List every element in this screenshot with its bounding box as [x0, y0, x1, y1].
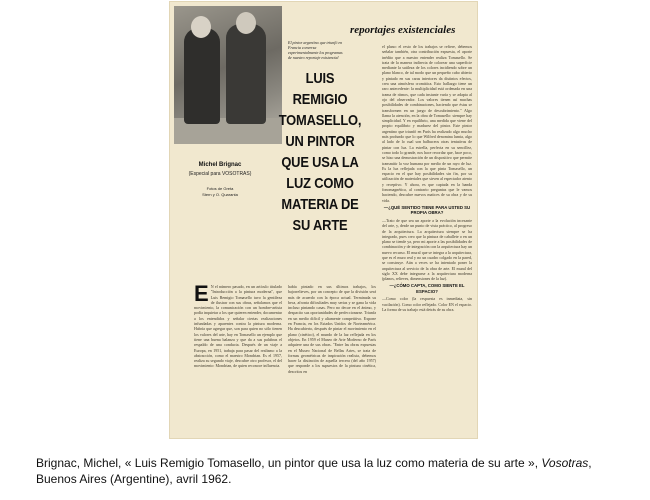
- photo-caption: El pintor argentino que triunfó en Francia conversa experimentalmente los programas de nuestro reportaje existencial: [288, 40, 343, 60]
- body-text: N el número pasado, en un artículo titulado "Introducción a la pintura moderna", que Luis Remigio Tomasello tuvo la gentileza de ilustrar con sus obras, señalamos que el movimiento, la comunicación con un hombre-artista podía inquietar a los que quieren entender, documentar a los entendidos y señalar ciertas realizaciones infundadas y aparentes contra la pintura moderna. Habría que agregar que, son para quien no sólo tienen los valores del arte, hay en Tomasello un ejemplo que tiene una buena balanza y que da a sus palabras el respaldo de una conducta. Después de un viaje a Europa, en 1951, trabaja para pasar del realismo a la abstracción, como el maestro Mondrian. Es el 1957, realiza su segundo viaje, descubre otro profesor, el del movimiento: Mondrian, de quien reconoce influencia.: [194, 284, 282, 369]
- article-column-2: [288, 284, 376, 434]
- body-text: había pintado en sus últimos trabajos, los bajorrelieves, por un concepto de que la división será más de acuerdo con la época actual. Terminada su beca, afronta dificultades muy serias y se gana la vida incluso pintando casas. Pero no decae en el ánimo, y despacito sus oportunidades de perfeccionarse. Triunfa en un medio difícil y altamente competitivo. Expone en Francia, en los Estados Unidos de Norteamérica. Ha descubierto, después de pintar el movimiento en el plano (cinético), el mundo de la luz reflejada en los objetos. En 1959 el Museo de Arte Moderno de París adquiere una de sus obras. "Entre las obras expuestas en el Museo Nacional de Bellas Artes, se trata de formas geométricas de inspiración realista, debemos hacer la distinción de aquella tercera (del año 1957) que responde a los supuestos de la pintura cinética, descritos en: [288, 284, 376, 374]
- body-text: —Trato de que sea un aporte a la evolución incesante del arte, y, desde un punto de vista práctico, al progreso de la arquitectura. La arquitectura siempre se ha integrado, pues creo que la pintura de caballete o en un plano se tiende ya, pero mi aporte a las posibilidades de combinación y de integración con la arquitectura hay un nuevo recurso. El mural que se integra a la arquitectura, que es el muro real y no un cuadro colgado en la pared, se construye. Aún a veces se ha intentado poner la arquitectura al servicio de la obra de arte. El mural del siglo XX debe integrarse a la arquitectura moderna (planos, relieves, dimensiones de la luz).: [382, 217, 472, 282]
- drop-cap: E: [194, 284, 209, 306]
- title-line: SU ARTE: [292, 217, 348, 234]
- title-line: QUE USA LA: [281, 154, 359, 171]
- reference-text: , Buenos Aires (Argentine), avril 1962.: [36, 456, 592, 486]
- article-column-right: [382, 44, 472, 434]
- title-line: TOMASELLO,: [278, 112, 362, 129]
- title-line: MATERIA DE: [281, 196, 359, 213]
- title-line: UN PINTOR: [285, 133, 355, 150]
- photo-credit: [178, 186, 262, 198]
- bibliographic-reference: [36, 455, 626, 487]
- photo-credit-line: Fotos de Greta: [206, 186, 234, 191]
- newspaper-clipping: [170, 2, 477, 438]
- journal-name: Vosotras: [541, 456, 589, 470]
- title-line: LUZ COMO: [286, 175, 354, 192]
- article-column-1: [194, 284, 282, 434]
- body-text: el plano: el resto de los trabajos se refiere, debemos señalar también, otra contribución expuesta, el aporte inédito que a nuestro entender realiza Tomasello. Se trata de la manera indirecta de colorear una superficie mediante la sutileza de los colores incidiendo sobre un plano blanco, de tal modo que un pequeño cubo abierto y pintado en sus caras interiores da distintos efectos, crea una atmósfera cromática. Esto hallazgo tiene un raro antecedente: la multiplicidad está ordenada en una trama de ritmos, que cada instante varía y se adapta al ojo del observador. Los valores tienen así muchas posibilidades de combinaciones, haciendo que éstas se transformen en un juego de descubrimiento." Algo llama la atención, en la obra de Tomasello: siempre hay simplicidad. Y en equilibrio, una medida que viene del propio equilibrio y madurez del pintor. Este pintor argentino que triunfó en París ha realizado algo mucho más profundo que lo que Wilfred denomina lumia, algo al lado de lo cual son balbuceos otras tentativas de pintar con luz. La estrella, perfecta en su sencillez, como todo lo grande, nos hace recordar que, hace poco, se hizo una demostración de un dispositivo que permite transmitir la voz humana por medio de un rayo de luz. Es la luz reflejada con la que pinta Tomasello, un espacio en el que hay posibilidades sin fin, por su utilización de materiales que sirven al espectador atento y receptivo. Y ahora, es que captada en la banda fonomagnética, al contrario preguntas que le vamos haciendo, descubre nuevos matices de su obra y de su vida.: [382, 44, 472, 203]
- author-byline: Michel Brignac: [198, 162, 242, 168]
- body-text: —Como color (la respuesta es inmediata, sin vacilación). Como color reflejado. Color EN el espacio. La forma de su trabajo está detrás de su obra.: [382, 296, 472, 313]
- article-title: [270, 68, 370, 236]
- interview-question: —¿CÓMO CAPTA, COMO SIENTE EL ESPACIO?: [389, 283, 465, 294]
- title-line: REMIGIO: [292, 91, 348, 108]
- reference-text: Brignac, Michel, « Luis Remigio Tomasello, un pintor que usa la luz como materia de su arte »,: [36, 456, 542, 470]
- interview-question: —¿QUÉ SENTIDO TIENE PARA USTED SU PROPIA OBRA?: [383, 204, 471, 216]
- section-header: reportajes existenciales: [350, 24, 456, 36]
- photo-credit-line: Stern y O. Quaranta: [202, 192, 238, 197]
- author-byline-note: (Especial para VOSOTRAS): [188, 171, 252, 177]
- photo-two-men-seated: [174, 6, 282, 144]
- title-line: LUIS: [305, 70, 335, 87]
